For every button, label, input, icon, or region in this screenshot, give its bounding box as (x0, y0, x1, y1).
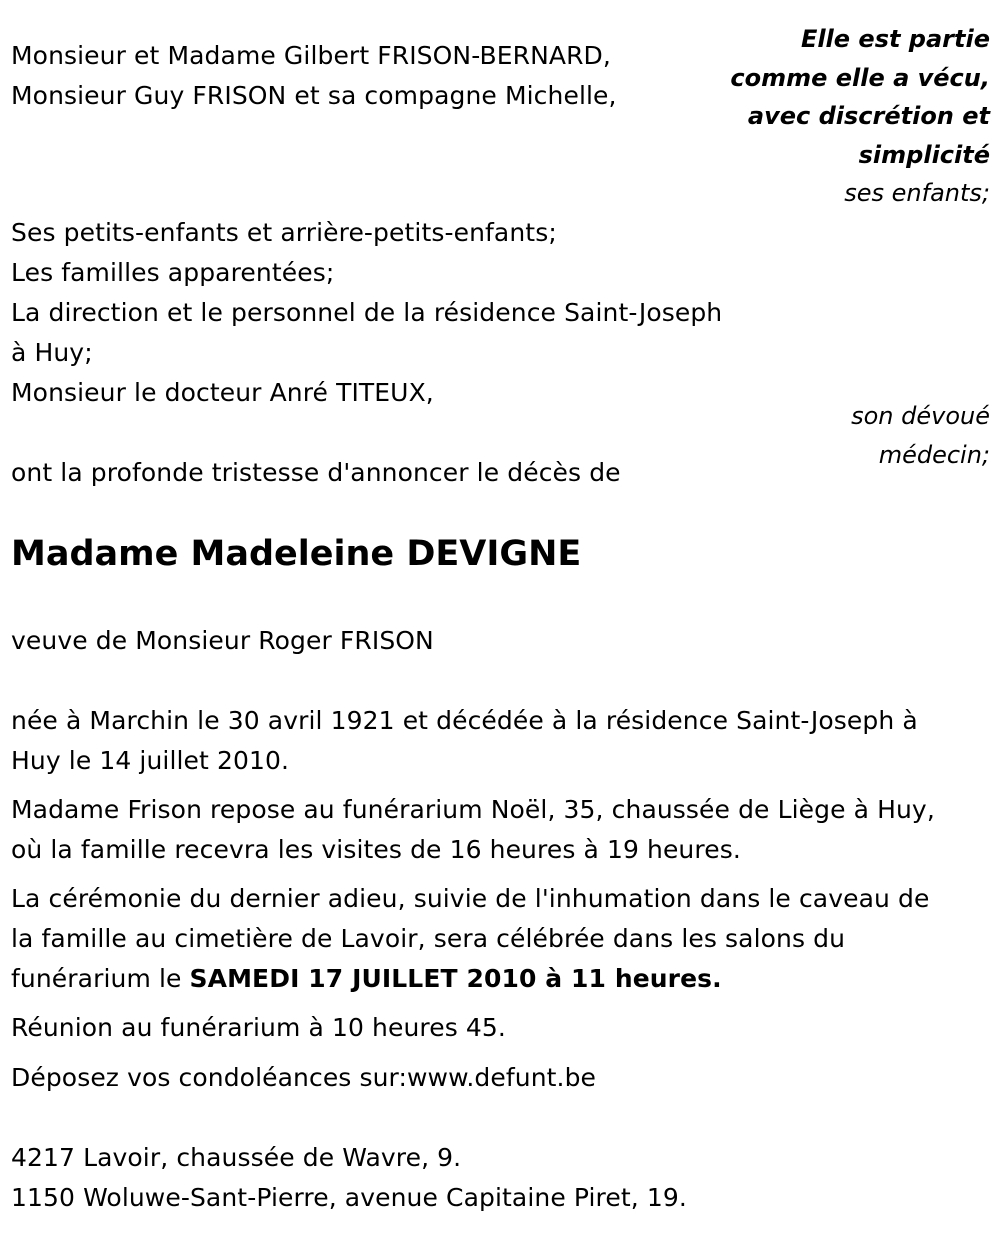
ceremony-line-3 (11, 959, 722, 999)
address-line-2: 1150 Woluwe-Sant-Pierre, avenue Capitaine Piret, 19. (11, 1183, 687, 1212)
relatives-line-1: Ses petits-enfants et arrière-petits-enfants; (11, 218, 557, 247)
relatives-line-5: Monsieur le docteur Anré TITEUX, (11, 378, 434, 407)
doctor-note-line-1: son dévoué (851, 402, 990, 430)
epigraph-line-2: comme elle a vécu, (730, 64, 990, 92)
address-line-1: 4217 Lavoir, chaussée de Wavre, 9. (11, 1143, 462, 1172)
condolences-text: Déposez vos condoléances sur:www.defunt.be (11, 1063, 597, 1092)
family-line-1: Monsieur et Madame Gilbert FRISON-BERNARD, (11, 41, 611, 70)
rest-place-line-2: où la famille recevra les visites de 16 heures à 19 heures. (11, 835, 741, 864)
relatives-line-2: Les familles apparentées; (11, 258, 335, 287)
meeting-text: Réunion au funérarium à 10 heures 45. (11, 1013, 506, 1042)
ceremony-line-3-prefix: funérarium le (11, 964, 190, 993)
relatives-line-4: à Huy; (11, 338, 93, 367)
family-line-2: Monsieur Guy FRISON et sa compagne Michelle, (11, 81, 617, 110)
epigraph-signature: ses enfants; (844, 179, 990, 207)
doctor-note-line-2: médecin; (878, 441, 990, 469)
epigraph-line-4: simplicité (858, 141, 990, 169)
ceremony-date-time: SAMEDI 17 JUILLET 2010 à 11 heures. (189, 964, 722, 993)
epigraph-line-1: Elle est partie (800, 25, 990, 53)
epigraph-line-3: avec discrétion et (747, 102, 990, 130)
ceremony-line-2: la famille au cimetière de Lavoir, sera célébrée dans les salons du (11, 924, 846, 953)
birth-death-line-2: Huy le 14 juillet 2010. (11, 746, 290, 775)
widow-of-text: veuve de Monsieur Roger FRISON (11, 626, 434, 655)
rest-place-line-1: Madame Frison repose au funérarium Noël, 35, chaussée de Liège à Huy, (11, 795, 935, 824)
deceased-name: Madame Madeleine DEVIGNE (11, 534, 582, 574)
ceremony-line-1: La cérémonie du dernier adieu, suivie de l'inhumation dans le caveau de (11, 884, 930, 913)
announcement-text: ont la profonde tristesse d'annoncer le décès de (11, 458, 621, 487)
birth-death-line-1: née à Marchin le 30 avril 1921 et décédée à la résidence Saint-Joseph à (11, 706, 918, 735)
relatives-line-3: La direction et le personnel de la résidence Saint-Joseph (11, 298, 723, 327)
